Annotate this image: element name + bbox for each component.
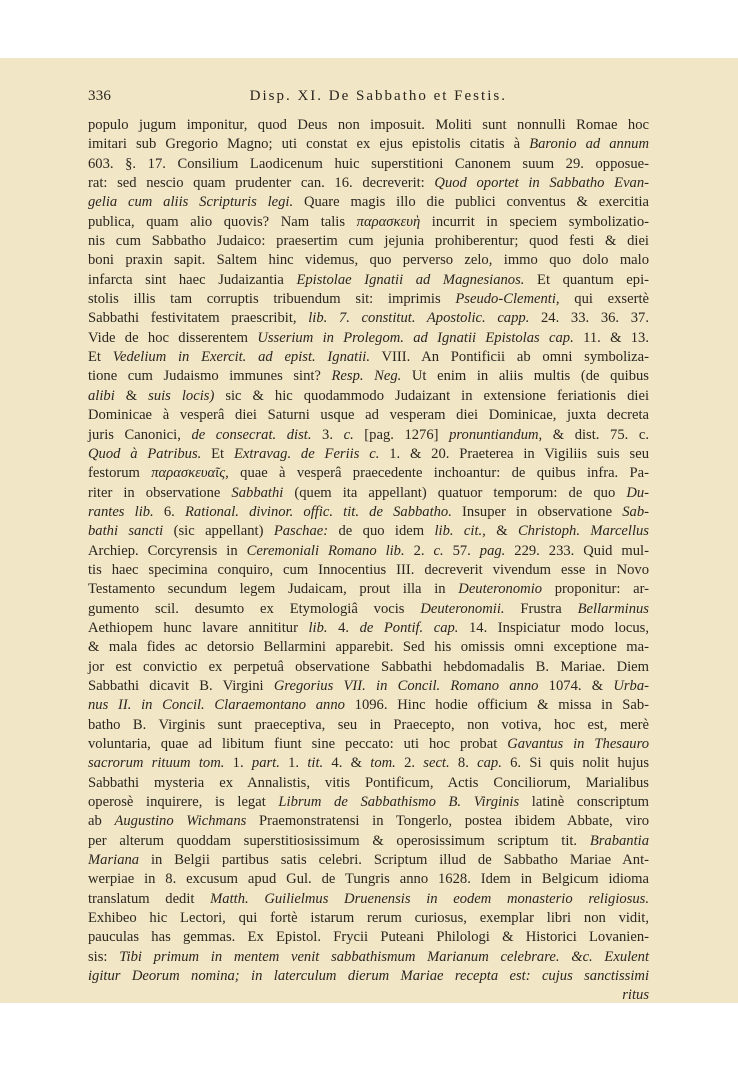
italic-segment: Paschae: [273,523,329,540]
italic-segment: Vedelium in Exercit. ad epist. Ignatii. [112,349,370,366]
text-segment: (sic appellant) [163,523,274,540]
italic-segment: c. [433,542,444,559]
book-page [0,58,738,1003]
text-segment: 1. & 20. Praeterea in Vigiliis suis seu [379,445,649,462]
text-segment: Aethiopem hunc lavare annititur [88,619,309,636]
text-segment: operosè inquirere, is legat [88,794,279,811]
text-line [88,367,649,386]
italic-segment: gelia cum aliis Scripturis legi. [88,194,294,211]
italic-segment: Epistolae Ignatii ad Magnesianos. [296,271,525,288]
text-segment: 8. [449,755,478,772]
text-line [88,464,649,483]
text-segment: Vide de hoc disserentem [88,329,258,346]
text-segment: Praemonstratensi in Tongerlo, postea ibidem Abbate, viro [246,813,650,830]
text-line [88,948,649,967]
text-line [88,503,649,522]
text-segment: 24. 33. 36. 37. [529,310,649,327]
page-header [88,88,648,112]
text-segment: batho B. Virginis sunt praeceptiva, seu in Praecepto, non votiva, hoc est, merè [88,716,649,733]
text-segment: (quem ita appellant) quatuor temporum: de quo [283,484,627,501]
text-line [88,638,649,657]
text-segment: proponitur: ar- [542,581,649,598]
text-segment: Sabbathi mysteria ex Annalistis, vitis Pontificum, Actis Conciliorum, Marialibus [88,774,649,791]
italic-segment: Bellarminus [577,600,649,617]
text-segment: Archiep. Corcyrensis in [88,542,247,559]
text-segment: & dist. 75. c. [542,426,649,443]
text-line [88,658,649,677]
text-segment: & mala fides ac detorsio Bellarmini apparebit. Sed his omissis omni exceptione ma- [88,639,649,656]
text-line [88,967,649,986]
text-line [88,561,649,580]
text-line [88,174,649,193]
text-segment: 3. [311,426,344,443]
italic-segment: lib. 7. constitut. Apostolic. capp. [308,310,530,327]
text-line [88,213,649,232]
text-segment: 2. [404,542,434,559]
text-segment: Et quantum epi- [524,271,649,288]
text-line [88,445,649,464]
text-segment: de quo idem [328,523,435,540]
text-line [88,232,649,251]
text-line [88,619,649,638]
text-segment: nis cum Sabbatho Judaico: praesertim cum jejunia prohiberentur; quod festi & diei [88,233,649,250]
italic-segment: Matth. Guilielmus Druenensis in eodem monasterio religiosus. [210,890,649,907]
text-segment: festorum [88,465,152,482]
text-line [88,155,649,174]
italic-segment: rantes lib. [88,503,154,520]
text-segment: Quare magis illo die publici conventus & exercitia [293,194,649,211]
text-segment: 14. Inspiciatur modo locus, [458,619,649,636]
text-segment: 2. [395,755,424,772]
italic-segment: sect. [423,755,450,772]
italic-segment: παρασκευαῖς, [151,465,229,482]
text-line [88,716,649,735]
italic-segment: Mariana [88,852,140,869]
text-segment: Ut enim in aliis multis (de quibus [401,368,649,385]
text-segment: jor est convictio ex perpetuâ observatione Sabbathi hebdomadalis B. Mariae. Diem [88,658,649,675]
text-line [88,812,649,831]
text-segment: 1. [224,755,252,772]
italic-segment: part. [251,755,280,772]
italic-segment: Gregorius VII. in Concil. Romano anno [273,677,539,694]
italic-segment: tom. [370,755,396,772]
text-line [88,116,649,135]
text-segment: voluntaria, quae ad libitum fiunt sine peccato: uti hoc probat [88,736,508,752]
text-segment: qui exsertè [559,291,649,308]
text-segment: imitari sub Gregorio Magno; uti constat ex ejus epistolis citatis à [88,136,530,153]
text-line [88,348,649,367]
text-segment: 229. 233. Quid mul- [505,542,649,559]
italic-segment: Quod à Patribus. [88,445,202,462]
text-segment: infarcta sint haec Judaizantia [88,271,297,288]
italic-segment: alibi [88,387,115,404]
text-line [88,309,649,328]
italic-segment: Extravag. de Feriis c. [233,445,380,462]
text-line [88,870,649,889]
italic-segment: sacrorum rituum tom. [88,755,225,772]
text-line [88,851,649,870]
text-segment: Sabbathi dicavit B. Virgini [88,677,274,694]
italic-segment: Brabantia [589,832,649,849]
italic-segment: Gavantus in Thesauro [507,736,649,752]
text-segment: 4. & [323,755,371,772]
italic-segment: pronuntiandum, [449,426,543,443]
text-segment: pauculas has gemmas. Ex Epistol. Frycii Puteani Philologi & Historici Lovanien- [88,929,649,946]
text-segment: VIII. An Pontificii ab omni symboliza- [369,349,649,366]
text-segment: Dominicae à vesperâ diei Saturni usque ad vesperam diei Dominicae, juxta decreta [88,407,649,424]
italic-segment: παρασκευὴ [356,213,421,230]
text-segment: ab [88,813,115,830]
text-segment: gumento scil. desumto ex Etymologiâ vocis [88,600,421,617]
text-segment: 11. & 13. [573,329,649,346]
text-segment: werpiae in 8. excusum apud Gul. de Tungris anno 1628. Idem in Belgicum idioma [88,871,649,888]
italic-segment: cap. [477,755,502,772]
italic-segment: nus II. in Concil. Claraemontano anno [88,697,345,714]
italic-segment: Quod oportet in Sabbatho Evan- [434,175,649,192]
italic-segment: Urba- [613,677,650,694]
text-line [88,890,649,909]
text-line [88,909,649,928]
italic-segment: igitur Deorum nomina; in laterculum dierum Mariae recepta est: cujus sanctissimi [88,968,649,985]
text-segment: 1074. & [538,677,614,694]
text-segment: 4. [327,619,360,636]
text-line [88,928,649,947]
text-segment: 6. [153,503,185,520]
italic-segment: lib. cit., [434,523,486,540]
italic-segment: Deuteronomio [458,581,543,598]
text-segment: 6. Si quis nolit hujus [501,755,650,772]
text-segment: rat: sed nescio quam prudenter can. 16. decreverit: [88,175,435,192]
text-line [88,329,649,348]
text-segment: in Belgii partibus satis celebri. Scriptum illud de Sabbatho Mariae Ant- [139,852,649,869]
italic-segment: Sab- [622,503,650,520]
text-line [88,986,649,1005]
text-line [88,193,649,212]
italic-segment: Tibi primum in mentem venit sabbathismum Marianum celebrare. &c. Exulent [119,948,649,965]
text-segment: per alterum quoddam superstitiosissimum & operosissimum scriptum tit. [88,832,590,849]
text-segment: Testamento secundum legem Judaicam, prout illa in [88,581,459,598]
text-line [88,406,649,425]
italic-segment: Augustino Wichmans [114,813,247,830]
text-segment: publica, quam alio quovis? Nam talis [88,213,357,230]
text-line [88,522,649,541]
italic-segment: ritus [622,987,649,1004]
text-line [88,251,649,270]
text-segment: sic & hic quodammodo Judaizant in extensione feriationis diei [214,387,650,404]
text-segment: 57. [443,542,480,559]
italic-segment: c. [343,426,354,443]
page-body-text [88,116,649,1006]
text-line [88,387,649,406]
text-segment: Insuper in observatione [451,503,623,520]
text-line [88,580,649,599]
italic-segment: Ceremoniali Romano lib. [246,542,405,559]
text-segment: [pag. 1276] [353,426,450,443]
italic-segment: Librum de Sabbathismo B. Virginis [278,794,520,811]
text-line [88,793,649,812]
text-segment: translatum dedit [88,890,211,907]
text-segment: quae à vesperâ praecedente inchoantur: de quibus infra. Pa- [228,465,650,482]
italic-segment: tit. [307,755,324,772]
text-segment: sis: [88,948,120,965]
text-line [88,600,649,619]
italic-segment: bathi sancti [88,523,164,540]
text-segment: tis haec specimina conquiro, cum Innocentius III. decreverit vivendum esse in Novo [88,561,649,578]
text-segment: 1096. Hinc hodie officium & missa in Sab- [344,697,649,714]
italic-segment: Sabbathi [231,484,284,501]
italic-segment: Du- [626,484,650,501]
text-line [88,135,649,154]
text-line [88,677,649,696]
page-number: 336 [88,88,112,104]
text-segment: Et [201,445,234,462]
text-line [88,735,649,754]
text-line [88,774,649,793]
text-segment: populo jugum imponitur, quod Deus non imposuit. Moliti sunt nonnulli Romae hoc [88,117,649,133]
text-segment: boni praxin sapit. Saltem hinc videmus, quo perverso zelo, immo quo dolo malo [88,252,649,269]
text-line [88,696,649,715]
running-head: Disp. XI. De Sabbatho et Festis. [249,88,507,104]
text-segment: & [114,387,149,404]
italic-segment: Resp. Neg. [331,368,402,385]
text-line [88,290,649,309]
text-segment: stolis illis tam corruptis tribuendum sit: imprimis [88,291,456,308]
italic-segment: Pseudo-Clementi, [455,291,560,308]
text-line [88,542,649,561]
text-line [88,754,649,773]
italic-segment: Baronio ad annum [529,136,649,153]
italic-segment: pag. [479,542,506,559]
text-segment: latinè conscriptum [519,794,649,811]
text-line [88,484,649,503]
text-segment: tione cum Judaismo immunes sint? [88,368,332,385]
italic-segment: Rational. divinor. offic. tit. de Sabbatho. [185,503,452,520]
italic-segment: lib. [308,619,328,636]
text-line [88,426,649,445]
text-line [88,271,649,290]
italic-segment: de Pontif. cap. [359,619,459,636]
text-segment: Frustra [504,600,578,617]
italic-segment: Usserium in Prolegom. ad Ignatii Epistolas cap. [257,329,574,346]
italic-segment: de consecrat. dist. [191,426,312,443]
text-segment: Et [88,349,113,366]
text-segment: 1. [279,755,308,772]
italic-segment: Christoph. Marcellus [517,523,649,540]
text-line [88,832,649,851]
text-segment: riter in observatione [88,484,232,501]
text-segment: juris Canonici, [88,426,192,443]
text-segment: Exhibeo hic Lectori, qui fortè istarum rerum curiosus, exemplar libri non vidit, [88,910,649,927]
italic-segment: suis locis) [148,387,215,404]
text-segment: 603. §. 17. Consilium Laodicenum huic superstitioni Canonem suum 29. opposue- [88,155,649,172]
text-segment: incurrit in speciem symbolizatio- [420,213,649,230]
italic-segment: Deuteronomii. [420,600,505,617]
text-segment: & [485,523,518,540]
text-segment: Sabbathi festivitatem praescribit, [88,310,309,327]
